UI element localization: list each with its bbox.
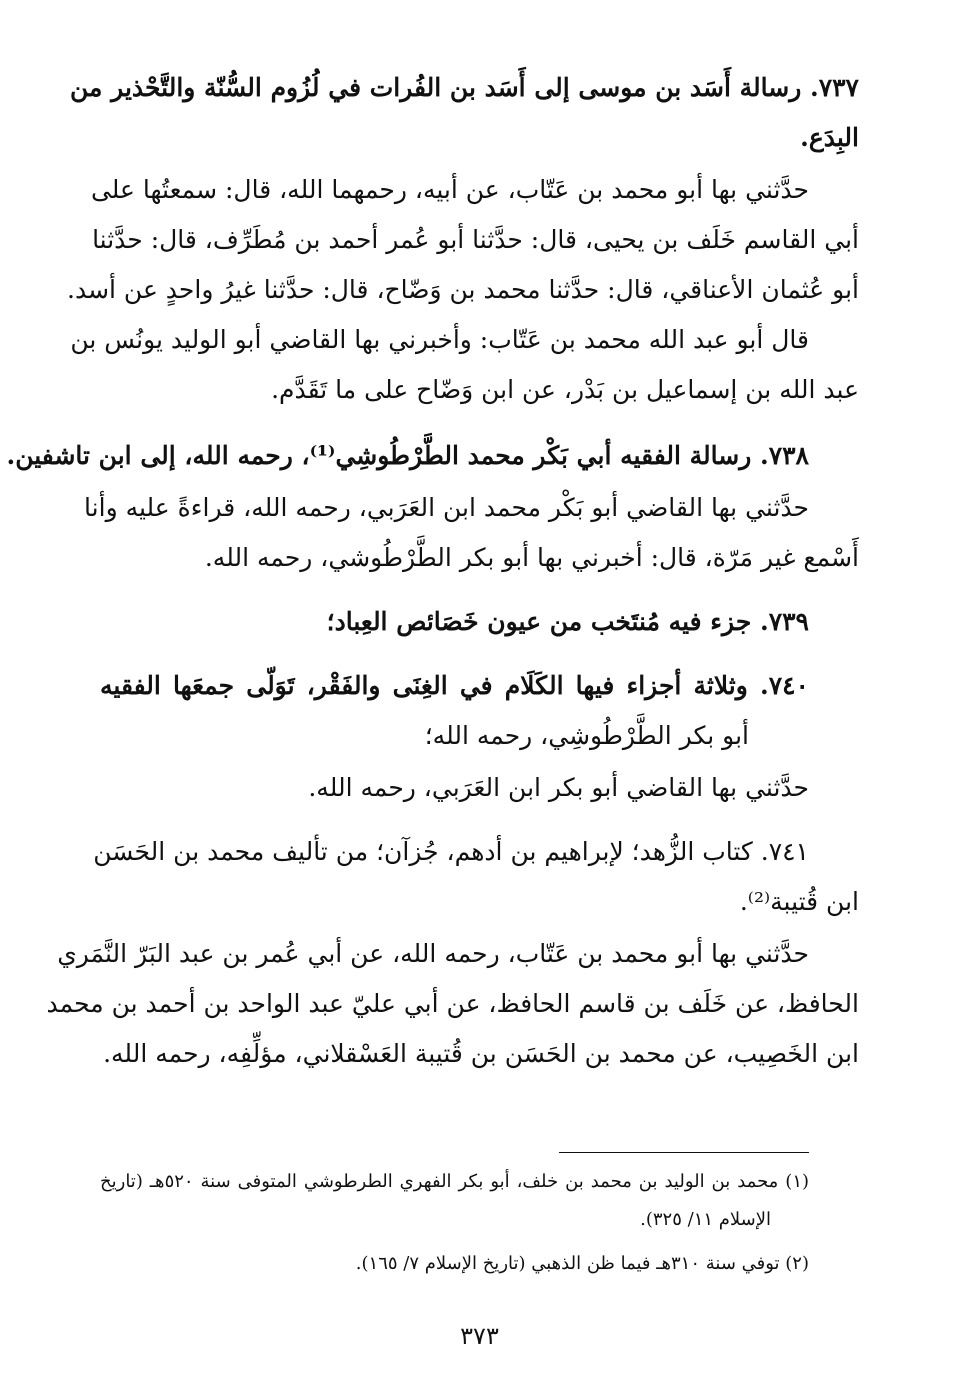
entry-737-paragraph-line: قال أبو عبد الله محمد بن عَتّاب: وأخبرني بها القاضي أبو الوليد يونُس بن (70, 325, 809, 354)
entry-741-paragraph-line: حدَّثني بها أبو محمد بن عَتّاب، رحمه الله، عن أبي عُمر بن عبد البَرّ النَّمَري (57, 939, 809, 968)
footnote-1-continued: الإسلام ١١/ ٣٢٥). (640, 1209, 771, 1230)
entry-737-paragraph-line: حدَّثني بها أبو محمد بن عَتّاب، عن أبيه، رحمهما الله، قال: سمعتُها على (90, 175, 809, 204)
entry-737-paragraph-line: عبد الله بن إسماعيل بن بَدْر، عن ابن وَضّاح على ما تَقَدَّم. (271, 375, 859, 404)
entry-738-paragraph-line: حدَّثني بها القاضي أبو بَكْر محمد ابن العَرَبي، رحمه الله، قراءةً عليه وأنا (84, 493, 809, 522)
entry-737-title: ٧٣٧. رسالة أَسَد بن موسى إلى أَسَد بن الفُرات في لُزُوم السُّنّة والتَّحْذير من (70, 73, 859, 102)
entry-738-title: ٧٣٨. رسالة الفقيه أبي بَكْر محمد الطَّرْطُوشِي⁽¹⁾، رحمه الله، إلى ابن تاشفين. (6, 441, 809, 470)
entry-740-paragraph-line: أبو بكر الطَّرْطُوشِي، رحمه الله؛ (424, 721, 749, 750)
entry-741-paragraph-line: ابن الخَصِيب، عن محمد بن الحَسَن بن قُتيبة العَسْقلاني، مؤلِّفِه، رحمه الله. (103, 1039, 859, 1068)
entry-737-paragraph-line: أبي القاسم خَلَف بن يحيى، قال: حدَّثنا أبو عُمر أحمد بن مُطَرِّف، قال: حدَّثنا (92, 225, 859, 254)
entry-737-paragraph-line: أبو عُثمان الأعناقي، قال: حدَّثنا محمد بن وَضّاح، قال: حدَّثنا غيرُ واحدٍ عن أسد. (67, 275, 859, 304)
footnote-divider (559, 1152, 809, 1153)
footnote-2: (٢) توفي سنة ٣١٠هـ فيما ظن الذهبي (تاريخ الإسلام ٧/ ١٦٥). (355, 1253, 809, 1274)
page-number: ٣٧٣ (460, 1322, 499, 1350)
entry-739-title: ٧٣٩. جزء فيه مُنتَخب من عيون خَصَائص العِباد؛ (326, 607, 809, 636)
entry-738-paragraph-line: أَسْمع غير مَرّة، قال: أخبرني بها أبو بكر الطَّرْطُوشي، رحمه الله. (204, 543, 859, 572)
entry-741-paragraph-line: الحافظ، عن خَلَف بن قاسم الحافظ، عن أبي عليّ عبد الواحد بن أحمد بن محمد (46, 989, 859, 1018)
footnote-1: (١) محمد بن الوليد بن محمد بن خلف، أبو بكر الفهري الطرطوشي المتوفى سنة ٥٢٠هـ (تاريخ (100, 1171, 810, 1192)
entry-741-title: ٧٤١. كتاب الزُّهد؛ لإبراهيم بن أدهم، جُزآن؛ من تأليف محمد بن الحَسَن (93, 837, 809, 866)
entry-737-title-continued: البِدَع. (800, 123, 859, 152)
entry-741-title-continued: ابن قُتيبة⁽²⁾. (739, 887, 859, 916)
entry-740-paragraph-line: حدَّثني بها القاضي أبو بكر ابن العَرَبي، رحمه الله. (308, 773, 809, 802)
entry-740-title: ٧٤٠. وثلاثة أجزاء فيها الكَلَام في الغِنَى والفَقْر، تَوَلّى جمعَها الفقيه (100, 671, 809, 700)
